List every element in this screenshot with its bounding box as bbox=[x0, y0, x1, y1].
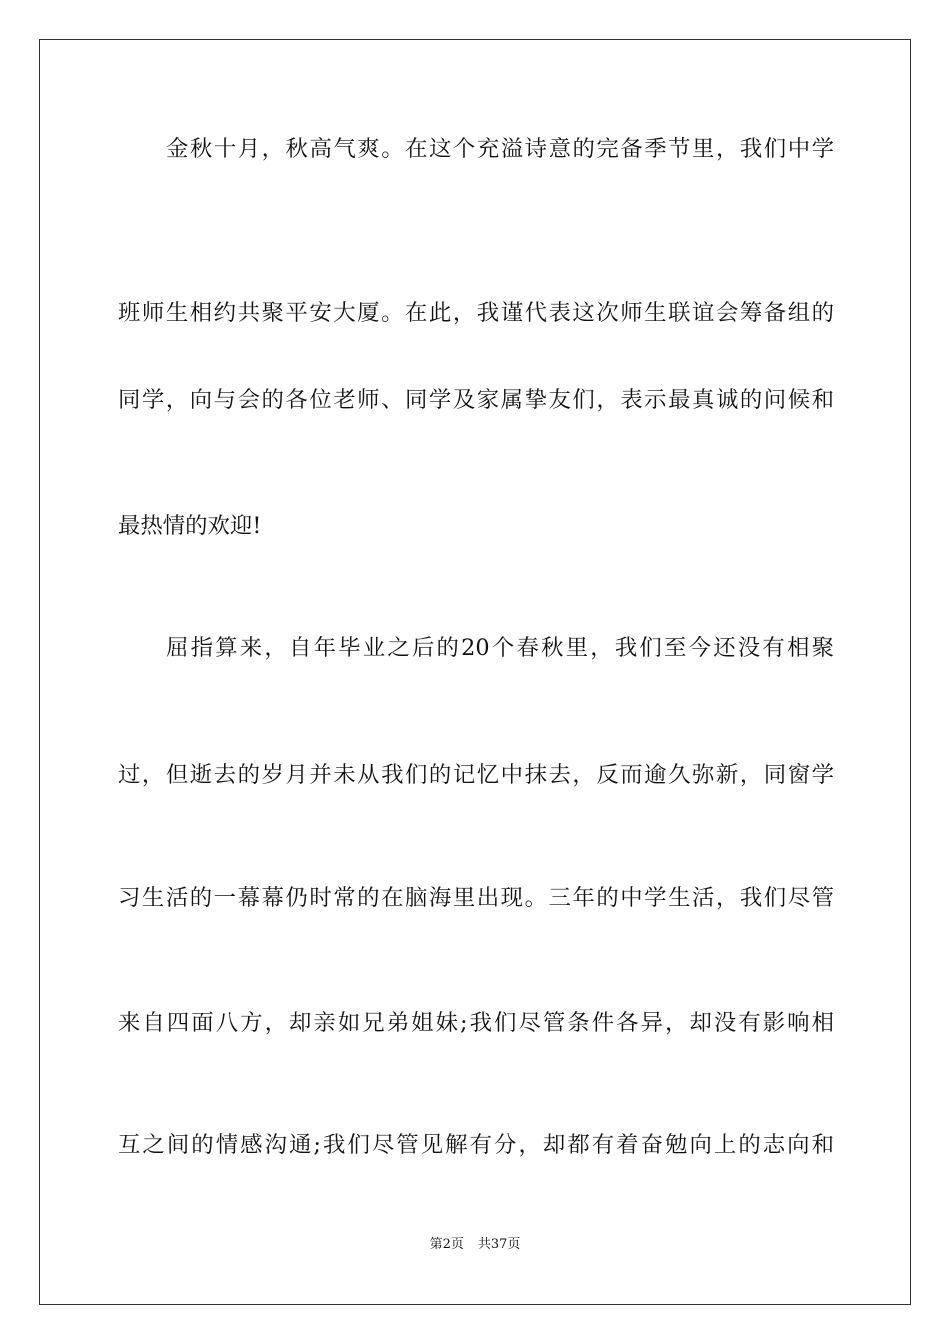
paragraph-2-line-5: 互之间的情感沟通;我们尽管见解有分，却都有着奋勉向上的志向和 bbox=[118, 1132, 834, 1158]
paragraph-1-line-1: 金秋十月，秋高气爽。在这个充溢诗意的完备季节里，我们中学 bbox=[166, 136, 834, 162]
paragraph-2-line-1: 屈指算来，自年毕业之后的20个春秋里，我们至今还没有相聚 bbox=[166, 635, 834, 661]
current-page-number: 第2页 bbox=[429, 1237, 464, 1252]
paragraph-2-line-3: 习生活的一幕幕仍时常的在脑海里出现。三年的中学生活，我们尽管 bbox=[118, 885, 834, 911]
paragraph-2-line-2: 过，但逝去的岁月并未从我们的记忆中抹去，反而逾久弥新，同窗学 bbox=[118, 762, 834, 788]
total-page-count: 共37页 bbox=[477, 1237, 521, 1252]
page-footer bbox=[40, 1236, 910, 1254]
paragraph-1-line-3: 同学，向与会的各位老师、同学及家属挚友们，表示最真诚的问候和 bbox=[118, 387, 834, 413]
paragraph-2-line-4: 来自四面八方，却亲如兄弟姐妹;我们尽管条件各异，却没有影响相 bbox=[118, 1010, 834, 1036]
paragraph-1-line-2: 班师生相约共聚平安大厦。在此，我谨代表这次师生联谊会筹备组的 bbox=[118, 300, 834, 326]
paragraph-1-line-4: 最热情的欢迎! bbox=[118, 513, 262, 539]
document-page bbox=[39, 39, 911, 1305]
